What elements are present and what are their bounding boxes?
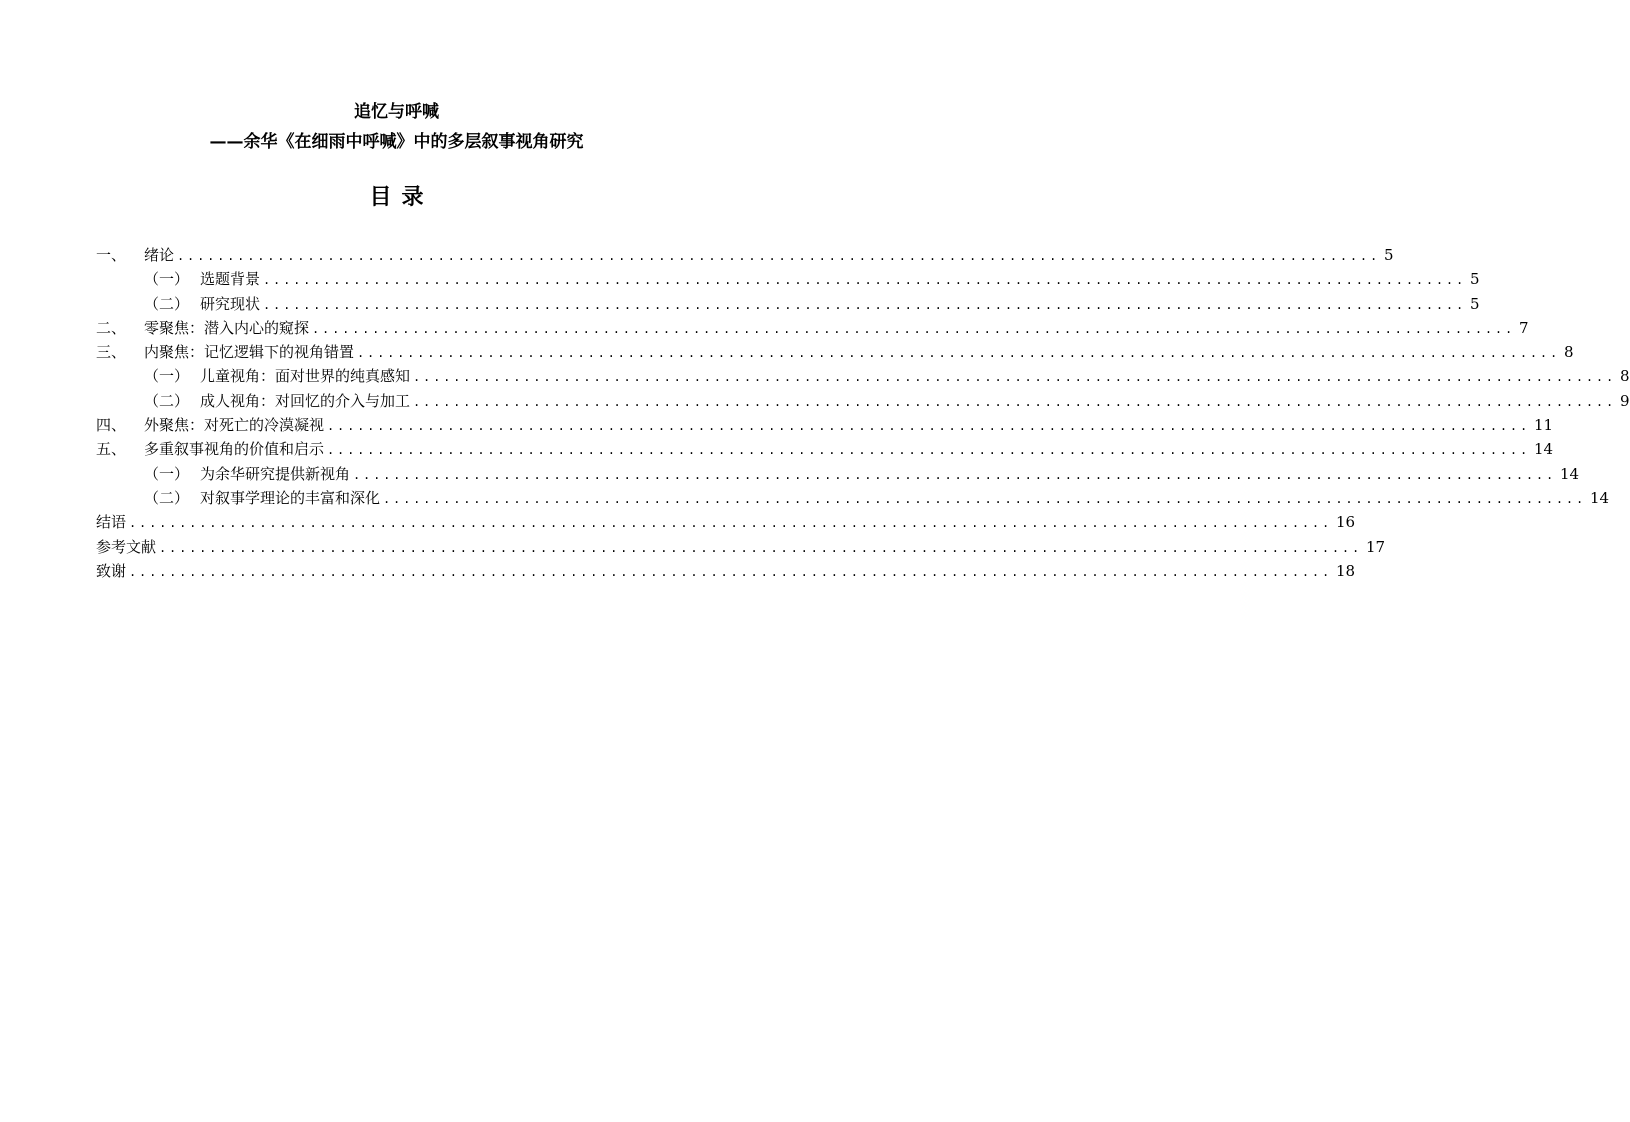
- toc-entry-number: 四、: [96, 416, 127, 435]
- toc-entry-number: （二）: [144, 488, 190, 507]
- toc-dot-leader: ........................................................................................................................: [327, 443, 1530, 458]
- toc-dot-leader: ........................................................................................................................: [413, 370, 1616, 385]
- toc-dot-leader: ........................................................................................................................: [357, 346, 1560, 361]
- toc-entry[interactable]: [96, 535, 1386, 559]
- toc-entry-page: 14: [1559, 464, 1580, 483]
- toc-entry[interactable]: [96, 510, 1356, 534]
- toc-entry-number: 三、: [96, 343, 127, 362]
- toc-entry-label: 绪论: [144, 246, 175, 264]
- toc-entry-page: 7: [1518, 318, 1529, 337]
- toc-dot-leader: ........................................................................................................................: [383, 491, 1586, 506]
- toc-entry-page: 5: [1383, 246, 1394, 264]
- toc-entry-page: 8: [1619, 367, 1630, 386]
- toc-entry-number: （二）: [144, 294, 190, 313]
- toc-entry[interactable]: [96, 389, 1630, 413]
- document-title: 追忆与呼喊: [354, 102, 439, 122]
- toc-entry[interactable]: [96, 364, 1630, 388]
- toc-entry-page: 14: [1589, 488, 1610, 507]
- toc-entry-page: 9: [1619, 391, 1630, 410]
- toc-entry-page: 14: [1533, 440, 1554, 459]
- document-subtitle: ——余华《在细雨中呼喊》中的多层叙事视角研究: [209, 132, 584, 152]
- toc-heading: 目录: [369, 184, 434, 210]
- toc-entry[interactable]: [96, 316, 1529, 340]
- toc-entry-page: 17: [1365, 537, 1386, 556]
- toc-entry-number: （二）: [144, 391, 190, 410]
- toc-dot-leader: ........................................................................................................................: [312, 321, 1515, 336]
- toc-entry-page: 5: [1469, 294, 1480, 313]
- toc-entry-label: 对叙事学理论的丰富和深化: [200, 488, 381, 507]
- toc-dot-leader: ........................................................................................................................: [353, 467, 1556, 482]
- toc-dot-leader: ........................................................................................................................: [413, 394, 1616, 409]
- toc-entry-label: 儿童视角：面对世界的纯真感知: [200, 367, 411, 386]
- toc-entry[interactable]: [96, 340, 1574, 364]
- toc-entry-label: 外聚焦：对死亡的冷漠凝视: [144, 416, 325, 435]
- toc-entry[interactable]: [96, 559, 1356, 583]
- toc-dot-leader: ........................................................................................................................: [177, 249, 1380, 263]
- toc-entry[interactable]: [96, 462, 1580, 486]
- toc-entry[interactable]: [96, 292, 1480, 316]
- toc-entry-page: 8: [1563, 343, 1574, 362]
- toc-entry-number: （一）: [144, 464, 190, 483]
- toc-entry[interactable]: [96, 486, 1610, 510]
- toc-entry-page: 18: [1335, 561, 1356, 580]
- toc-entry-label: 零聚焦：潜入内心的窥探: [144, 318, 310, 337]
- toc-entry-page: 16: [1335, 513, 1356, 532]
- toc-entry[interactable]: [96, 437, 1554, 461]
- toc-entry-number: （一）: [144, 270, 190, 289]
- toc-entry-page: 5: [1469, 270, 1480, 289]
- toc-entry-label: 成人视角：对回忆的介入与加工: [200, 391, 411, 410]
- table-of-contents: [96, 243, 1630, 583]
- toc-entry-number: 二、: [96, 318, 127, 337]
- toc-entry-label: 多重叙事视角的价值和启示: [144, 440, 325, 459]
- toc-entry-number: 一、: [96, 246, 127, 264]
- toc-entry[interactable]: [96, 243, 1394, 267]
- toc-entry[interactable]: [96, 413, 1554, 437]
- toc-dot-leader: ........................................................................................................................: [327, 419, 1530, 434]
- toc-entry-label: 结语: [96, 513, 127, 532]
- toc-dot-leader: ........................................................................................................................: [159, 540, 1362, 555]
- toc-entry-label: 选题背景: [200, 270, 261, 289]
- toc-entry-label: 致谢: [96, 561, 127, 580]
- toc-dot-leader: ........................................................................................................................: [129, 564, 1332, 579]
- toc-entry-label: 研究现状: [200, 294, 261, 313]
- toc-entry-number: （一）: [144, 367, 190, 386]
- toc-entry[interactable]: [96, 267, 1480, 291]
- toc-entry-number: 五、: [96, 440, 127, 459]
- toc-dot-leader: ........................................................................................................................: [129, 516, 1332, 531]
- toc-entry-label: 为余华研究提供新视角: [200, 464, 351, 483]
- toc-entry-label: 内聚焦：记忆逻辑下的视角错置: [144, 343, 355, 362]
- toc-dot-leader: ........................................................................................................................: [263, 273, 1466, 288]
- toc-entry-label: 参考文献: [96, 537, 157, 556]
- toc-dot-leader: ........................................................................................................................: [263, 297, 1466, 312]
- toc-entry-page: 11: [1533, 416, 1554, 435]
